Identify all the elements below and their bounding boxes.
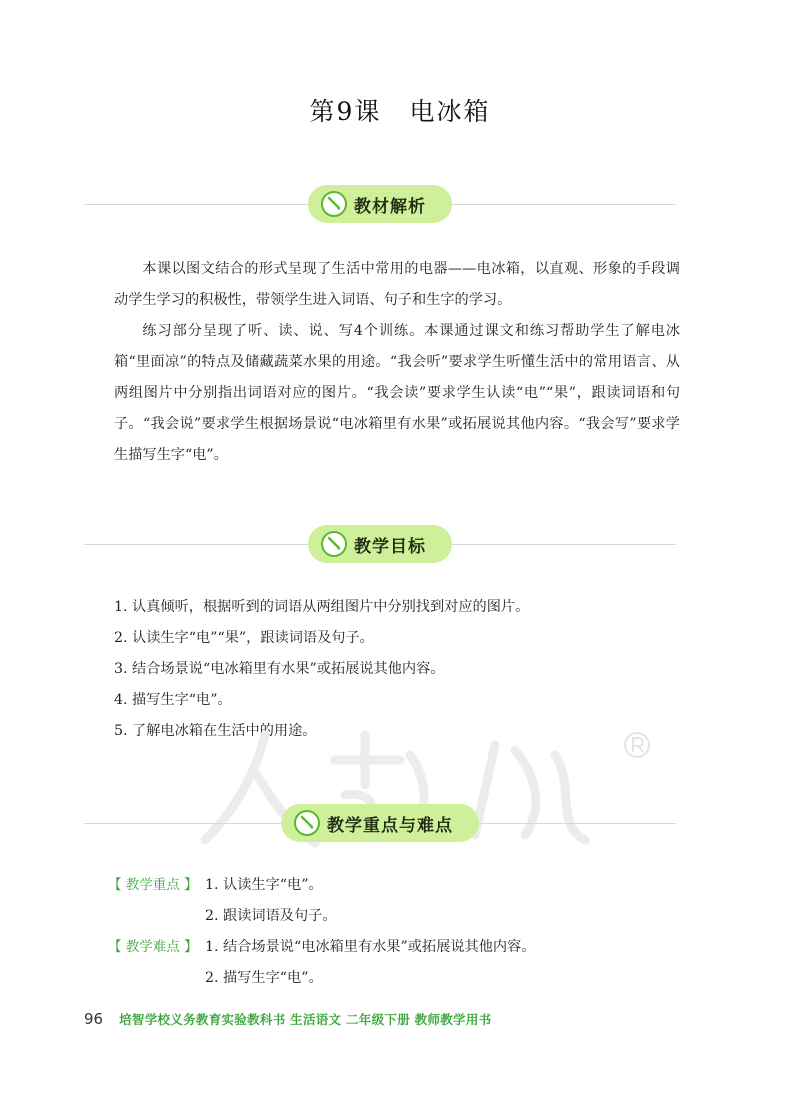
list-item: 1. 认真倾听，根据听到的词语从两组图片中分别找到对应的图片。 [114,599,530,615]
key-item: 1. 认读生字“电”。 [205,877,323,893]
key-row [108,870,688,901]
key-label: 【 教学重点 】 [108,877,198,893]
analysis-paragraph: 练习部分呈现了听、读、说、写4个训练。本课通过课文和练习帮助学生了解电冰箱“里面凉”的特点及储藏蔬菜水果的用途。“我会听”要求学生听懂生活中的常用语言、从两组图片中分别指出词语对应的图片。“我会读”要求学生认读“电”“果”，跟读词语和句子。“我会说”要求学生根据场景说“电冰箱里有水果”或拓展说其他内容。“我会写”要求学生描写生字“电”。 [114,323,680,463]
section-pill [281,804,479,842]
section-header-analysis [84,185,676,225]
section-header-goals [84,525,676,565]
analysis-paragraph: 本课以图文结合的形式呈现了生活中常用的电器——电冰箱，以直观、形象的手段调动学生学习的积极性，带领学生进入词语、句子和生字的学习。 [114,261,680,308]
pencil-circle-icon [320,530,348,558]
key-points-block [108,870,688,994]
footer-book-title: 培智学校义务教育实验教科书 生活语文 二年级下册 教师教学用书 [119,1012,492,1027]
list-item: 4. 描写生字“电”。 [114,692,232,708]
goals-list [114,592,674,747]
analysis-body [114,254,680,471]
list-item: 2. 认读生字“电”“果”，跟读词语及句子。 [114,630,374,646]
key-item: 2. 跟读词语及句子。 [205,908,337,924]
page-number: 96 [84,1010,104,1028]
section-heading: 教学重点与难点 [327,815,453,836]
lesson-name: 电冰箱 [409,97,491,126]
difficult-item: 2. 描写生字“电”。 [205,970,323,986]
list-item: 3. 结合场景说“电冰箱里有水果”或拓展说其他内容。 [114,661,445,677]
list-item: 5. 了解电冰箱在生活中的用途。 [114,723,317,739]
difficult-row [108,932,688,963]
difficult-label: 【 教学难点 】 [108,939,198,955]
section-heading: 教材解析 [354,196,426,217]
key-row [108,901,688,932]
section-pill [308,525,452,563]
pencil-circle-icon [293,809,321,837]
difficult-item: 1. 结合场景说“电冰箱里有水果”或拓展说其他内容。 [205,939,536,955]
page-title [0,92,800,128]
lesson-number: 第9课 [309,97,382,126]
pencil-circle-icon [320,190,348,218]
difficult-row [108,963,688,994]
page-footer [84,1010,491,1028]
section-pill [308,185,452,223]
section-header-key-points [84,804,676,844]
section-heading: 教学目标 [354,536,426,557]
